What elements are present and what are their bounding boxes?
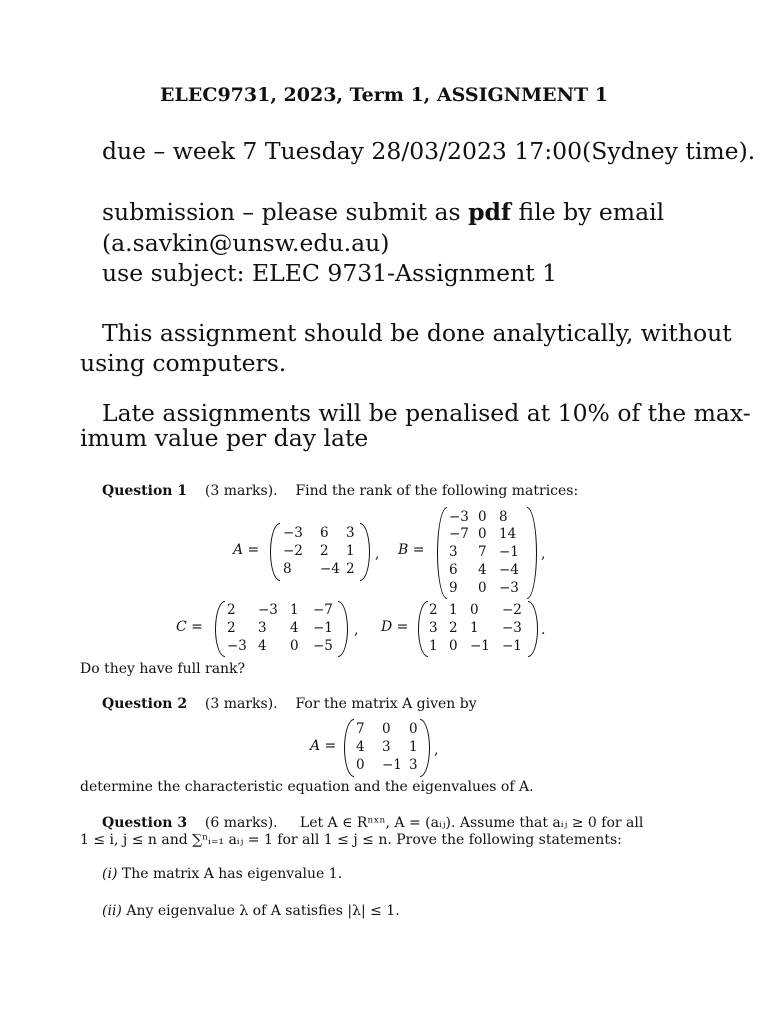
matrix-d-cell-0-1: 1	[449, 602, 458, 618]
matrix-a-cell-2-1: −4	[320, 561, 340, 577]
matrix-b-cell-2-2: −1	[499, 544, 519, 560]
matrix-a-cell-0-1: 6	[320, 525, 329, 541]
matrix-b-cell-1-0: −7	[449, 526, 469, 542]
matrix-d-period: .	[541, 622, 546, 638]
submission-prefix: submission – please submit as	[102, 198, 469, 226]
question-2-matrix-cell-1-0: 4	[356, 739, 365, 755]
matrix-b-comma: ,	[541, 546, 546, 562]
item-2-text: Any eigenvalue λ of A satisfies |λ| ≤ 1.	[126, 903, 400, 919]
question-2-matrix-cell-0-0: 7	[356, 721, 365, 737]
matrix-b-cell-4-2: −3	[499, 580, 519, 596]
question-2-footer: determine the characteristic equation and the eigenvalues of A.	[80, 779, 534, 795]
matrix-a-cell-1-1: 2	[320, 543, 329, 559]
matrix-b-label: B =	[398, 542, 425, 558]
question-3-marks: (6 marks).	[204, 815, 278, 831]
question-3-line-1: Let A ∈ Rⁿˣⁿ, A = (aᵢⱼ). Assume that aᵢⱼ ≥ 0 for all	[299, 815, 644, 831]
subject-line: use subject: ELEC 9731-Assignment 1	[102, 259, 558, 287]
question-2-heading	[102, 696, 477, 712]
question-1-footer: Do they have full rank?	[80, 661, 246, 677]
matrix-b-cell-0-2: 8	[499, 509, 508, 525]
matrix-c-cell-2-3: −5	[313, 638, 333, 654]
matrix-b-cell-3-0: 6	[449, 562, 458, 578]
email-line: (a.savkin@unsw.edu.au)	[102, 229, 390, 257]
matrix-d-cell-2-3: −1	[502, 638, 522, 654]
question-2-matrix-cell-0-1: 0	[382, 721, 391, 737]
matrix-b-cell-2-1: 7	[478, 544, 487, 560]
submission-line	[102, 197, 664, 227]
question-2-matrix-label: A =	[310, 738, 337, 754]
matrix-d-label: D =	[381, 619, 409, 635]
matrix-b-cell-2-0: 3	[449, 544, 458, 560]
matrix-d-cell-0-2: 0	[470, 602, 479, 618]
matrix-d	[418, 601, 538, 655]
item-1-text: The matrix A has eigenvalue 1.	[121, 866, 343, 882]
matrix-b-cell-4-1: 0	[478, 580, 487, 596]
submission-suffix: file by email	[511, 198, 665, 226]
matrix-a-cell-1-2: 1	[346, 543, 355, 559]
matrix-b	[437, 507, 537, 597]
matrix-a-cell-0-0: −3	[283, 525, 303, 541]
matrix-c-cell-2-0: −3	[227, 638, 247, 654]
question-2-text: For the matrix A given by	[295, 696, 477, 712]
matrix-a-cell-0-2: 3	[346, 525, 355, 541]
item-1-number: (i)	[102, 866, 118, 882]
matrix-d-cell-1-0: 3	[429, 620, 438, 636]
matrix-c-cell-1-0: 2	[227, 620, 236, 636]
matrix-c-cell-1-2: 4	[290, 620, 299, 636]
matrix-c-cell-1-1: 3	[258, 620, 267, 636]
matrix-c-cell-2-2: 0	[290, 638, 299, 654]
matrix-b-cell-4-0: 9	[449, 580, 458, 596]
question-1-heading	[102, 483, 578, 499]
question-1-text: Find the rank of the following matrices:	[295, 483, 579, 499]
question-2-matrix-cell-1-1: 3	[382, 739, 391, 755]
matrix-d-cell-0-0: 2	[429, 602, 438, 618]
question-2-label: Question 2	[102, 696, 188, 712]
matrix-b-cell-1-2: 14	[499, 526, 517, 542]
matrix-b-cell-3-2: −4	[499, 562, 519, 578]
analytic-line-2: using computers.	[80, 349, 287, 377]
matrix-c-cell-0-1: −3	[258, 602, 278, 618]
question-2-matrix-cell-2-0: 0	[356, 757, 365, 773]
matrix-a-label: A =	[233, 542, 260, 558]
matrix-d-cell-1-2: 1	[470, 620, 479, 636]
matrix-c-label: C =	[176, 619, 203, 635]
matrix-d-cell-2-0: 1	[429, 638, 438, 654]
due-line: due – week 7 Tuesday 28/03/2023 17:00(Sydney time).	[102, 137, 756, 165]
matrix-c-cell-1-3: −1	[313, 620, 333, 636]
question-3-item-2	[102, 903, 400, 919]
matrix-c-comma: ,	[354, 622, 359, 638]
matrix-c-cell-0-3: −7	[313, 602, 333, 618]
item-2-number: (ii)	[102, 903, 122, 919]
matrix-b-cell-3-1: 4	[478, 562, 487, 578]
matrix-a	[270, 523, 370, 579]
question-2-comma: ,	[434, 742, 439, 758]
matrix-c	[215, 601, 348, 655]
question-2-matrix	[344, 719, 430, 775]
submission-format: pdf	[468, 198, 512, 226]
matrix-b-cell-0-0: −3	[449, 509, 469, 525]
matrix-d-cell-1-1: 2	[449, 620, 458, 636]
question-1-label: Question 1	[102, 483, 188, 499]
late-line-2: imum value per day late	[80, 424, 369, 452]
matrix-a-cell-2-0: 8	[283, 561, 292, 577]
page-title: ELEC9731, 2023, Term 1, ASSIGNMENT 1	[160, 84, 608, 106]
matrix-a-cell-1-0: −2	[283, 543, 303, 559]
matrix-c-cell-0-2: 1	[290, 602, 299, 618]
question-2-matrix-cell-0-2: 0	[409, 721, 418, 737]
question-2-marks: (3 marks).	[204, 696, 278, 712]
matrix-a-cell-2-2: 2	[346, 561, 355, 577]
matrix-d-cell-0-3: −2	[502, 602, 522, 618]
question-1-marks: (3 marks).	[204, 483, 278, 499]
matrix-b-cell-1-1: 0	[478, 526, 487, 542]
analytic-line-1: This assignment should be done analytically, without	[102, 319, 732, 347]
question-3-item-1	[102, 866, 342, 882]
matrix-c-cell-2-1: 4	[258, 638, 267, 654]
question-2-matrix-cell-2-2: 3	[409, 757, 418, 773]
question-3-heading	[102, 815, 643, 831]
matrix-d-cell-1-3: −3	[502, 620, 522, 636]
question-2-matrix-cell-2-1: −1	[382, 757, 402, 773]
matrix-d-cell-2-1: 0	[449, 638, 458, 654]
matrix-c-cell-0-0: 2	[227, 602, 236, 618]
question-3-line-2: 1 ≤ i, j ≤ n and ∑ⁿᵢ₌₁ aᵢⱼ = 1 for all 1 ≤ j ≤ n. Prove the following statements:	[80, 832, 622, 848]
late-line-1: Late assignments will be penalised at 10% of the max-	[102, 399, 751, 427]
question-2-matrix-cell-1-2: 1	[409, 739, 418, 755]
question-3-label: Question 3	[102, 815, 188, 831]
matrix-a-comma: ,	[375, 546, 380, 562]
matrix-d-cell-2-2: −1	[470, 638, 490, 654]
matrix-b-cell-0-1: 0	[478, 509, 487, 525]
